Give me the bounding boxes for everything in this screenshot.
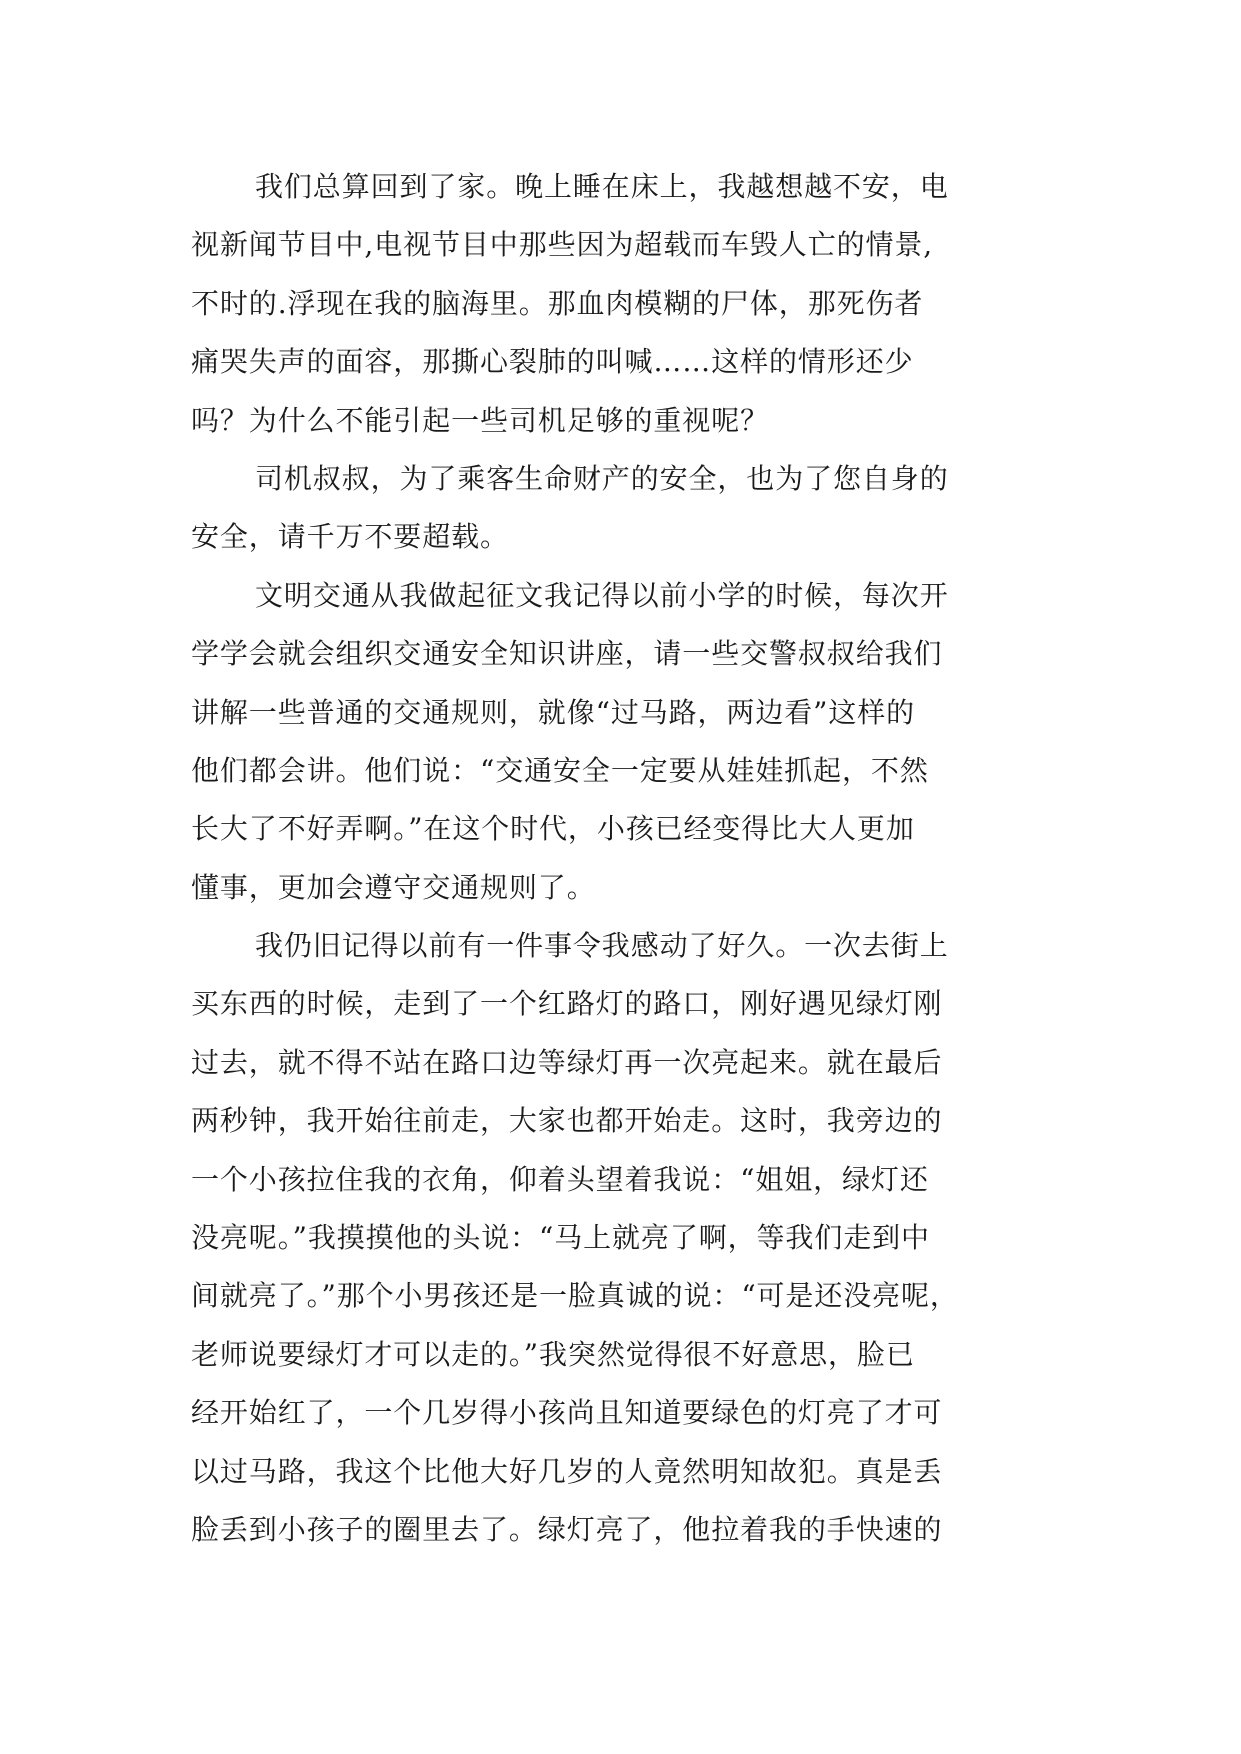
- text-line: 老师说要绿灯才可以走的。”我突然觉得很不好意思，脸已: [191, 1337, 915, 1371]
- text-line: 长大了不好弄啊。”在这个时代，小孩已经变得比大人更加: [191, 812, 915, 846]
- text-line: 没亮呢。”我摸摸他的头说：“马上就亮了啊，等我们走到中: [191, 1221, 930, 1255]
- text-line: 买东西的时候，走到了一个红路灯的路口，刚好遇见绿灯刚: [191, 987, 943, 1021]
- text-line: 学学会就会组织交通安全知识讲座，请一些交警叔叔给我们: [191, 637, 943, 671]
- text-line: 安全，请千万不要超载。: [191, 520, 509, 554]
- text-line: 以过马路，我这个比他大好几岁的人竟然明知故犯。真是丢: [191, 1454, 943, 1488]
- text-line: 不时的.浮现在我的脑海里。那血肉模糊的尸体，那死伤者: [191, 286, 924, 320]
- text-line: 懂事，更加会遵守交通规则了。: [191, 870, 596, 904]
- text-line: 脸丢到小孩子的圈里去了。绿灯亮了，他拉着我的手快速的: [191, 1512, 943, 1546]
- text-line: 讲解一些普通的交通规则，就像“过马路，两边看”这样的: [191, 695, 916, 729]
- text-line: 我仍旧记得以前有一件事令我感动了好久。一次去街上: [255, 929, 949, 963]
- text-line: 一个小孩拉住我的衣角，仰着头望着我说：“姐姐，绿灯还: [191, 1162, 929, 1196]
- text-line: 文明交通从我做起征文我记得以前小学的时候，每次开: [255, 578, 949, 612]
- text-line: 两秒钟，我开始往前走，大家也都开始走。这时，我旁边的: [191, 1104, 943, 1138]
- text-line: 我们总算回到了家。晚上睡在床上，我越想越不安，电: [255, 170, 949, 203]
- document-body: [191, 158, 1051, 1559]
- text-line: 他们都会讲。他们说：“交通安全一定要从娃娃抓起，不然: [191, 753, 929, 787]
- text-line: 过去，就不得不站在路口边等绿灯再一次亮起来。就在最后: [191, 1045, 943, 1079]
- text-line: 视新闻节目中,电视节目中那些因为超载而车毁人亡的情景,: [191, 228, 934, 262]
- text-line: 间就亮了。”那个小男孩还是一脸真诚的说：“可是还没亮呢，: [191, 1279, 959, 1313]
- text-line: 司机叔叔，为了乘客生命财产的安全，也为了您自身的: [255, 461, 949, 495]
- text-line: 痛哭失声的面容，那撕心裂肺的叫喊……这样的情形还少: [191, 345, 914, 379]
- text-line: 经开始红了，一个几岁得小孩尚且知道要绿色的灯亮了才可: [191, 1396, 943, 1430]
- text-line: 吗？为什么不能引起一些司机足够的重视呢？: [191, 403, 770, 437]
